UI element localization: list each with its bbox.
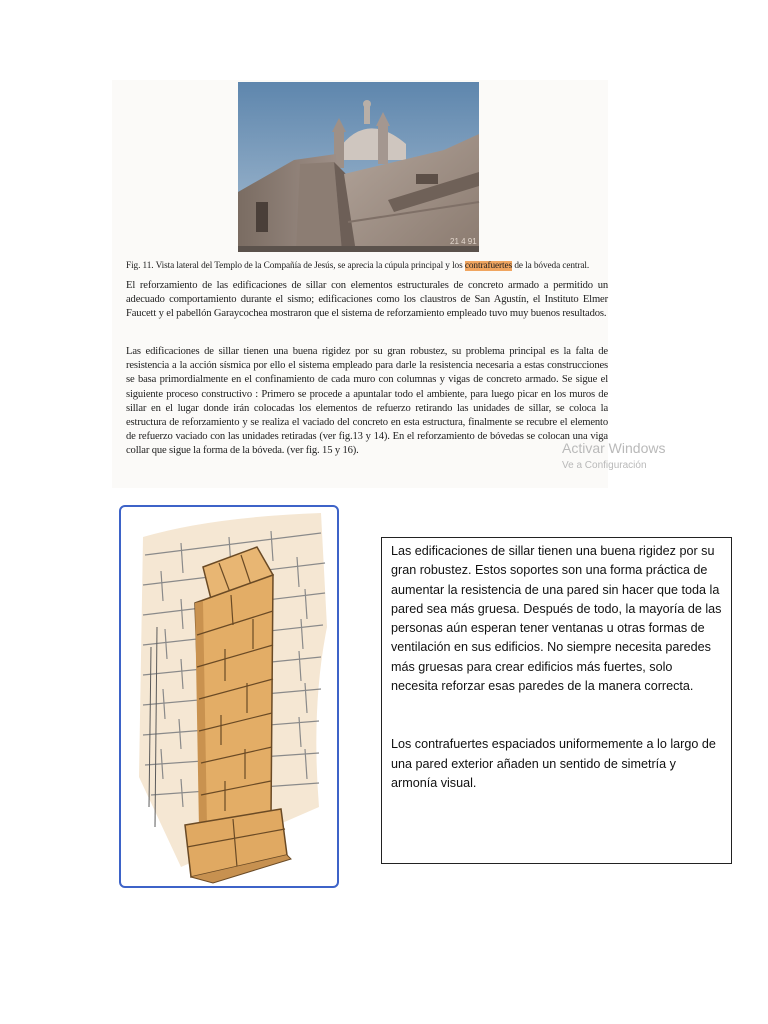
explanation-textbox xyxy=(381,537,732,864)
textbox-paragraph-1: Las edificaciones de sillar tienen una buena rigidez por su gran robustez. Estos soportes son una forma práctica de aumentar la resistencia de una pared sin hacer que toda la pared sea más gruesa. Después de todo, la mayoría de las personas aún esperan tener ventanas u otras formas de ventilación en sus edificios. No siempre necesita paredes más gruesas para crear edificios más fuertes, solo necesita reforzar esas paredes de la manera correcta. xyxy=(391,544,722,694)
scan-paragraph-2: Las edificaciones de sillar tienen una buena rigidez por su gran robustez, su problema principal es la falta de resistencia a la acción sísmica por ello el sistema empleado para darle la resistencia necesaria a estas construcciones se basa primordialmente en el confinamiento de cada muro con columnas y vigas de concreto armado. Se sigue el siguiente proceso constructivo : Primero se procede a apuntalar todo el ambiente, para luego picar en los muros de sillar en el lugar donde irán colocadas los elementos de refuerzo retirando las unidades de sillar, se coloca la estructura de reforzamiento y se realiza el vaciado del concreto en esta estructura, finalmente se recubre el elemento de refuerzo vaciado con las unidades retiradas (ver fig.13 y 14). En el reforzamiento de bóvedas se colocan una viga collar que sigue la forma de la bóveda. (ver fig. 15 y 16). xyxy=(126,346,608,457)
photo-date-stamp: 21 4 91 xyxy=(450,237,477,246)
scanned-page xyxy=(112,80,666,488)
church-photo xyxy=(238,82,479,252)
church-photo-image xyxy=(238,82,479,252)
textbox-paragraph-2: Los contrafuertes espaciados uniformemente a lo largo de una pared exterior añaden un sentido de simetría y armonía visual. xyxy=(391,737,716,790)
watermark-line-1: Activar Windows xyxy=(562,440,666,456)
caption-text-end: de la bóveda central. xyxy=(512,261,590,271)
buttress-illustration-frame xyxy=(119,505,339,888)
activation-watermark xyxy=(560,438,666,484)
paragraph-gap xyxy=(391,696,722,735)
watermark-line-2: Ve a Configuración xyxy=(562,460,647,471)
caption-highlight: contrafuertes xyxy=(464,261,513,271)
scan-paragraph-1: El reforzamiento de las edificaciones de sillar con elementos estructurales de concreto armado a permitido un adecuado comportamiento durante el sismo; edificaciones como los claustros de San Agustín, el Instituto Elmer Faucett y el pabellón Garaycochea mostraron que el sistema de reforzamiento empleado tuvo muy buenos resultados. xyxy=(126,280,608,320)
figure-caption xyxy=(126,260,610,273)
buttress-illustration xyxy=(121,507,337,886)
caption-text: Fig. 11. Vista lateral del Templo de la Compañía de Jesús, se aprecia la cúpula principal y los xyxy=(126,261,465,271)
